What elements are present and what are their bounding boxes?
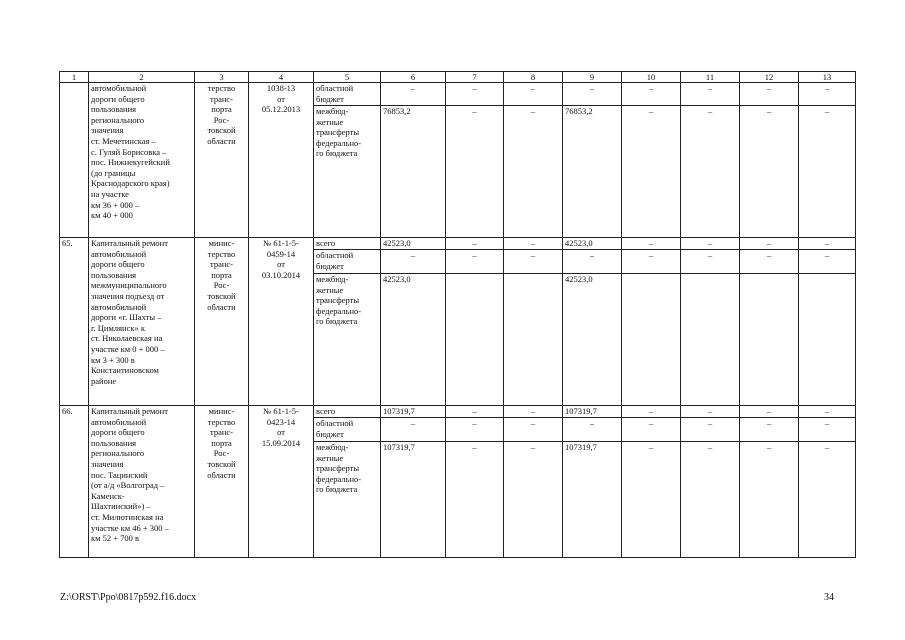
value-cell: – — [799, 250, 856, 274]
col-header: 2 — [89, 72, 195, 83]
value-cell: – — [622, 238, 681, 250]
funding-source-cell: всего — [314, 406, 381, 418]
object-name-cell: автомобильной дороги общего пользования регионального значения ст. Мечетинская – с. Гуляй Борисовка – пос. Нижнекугейский (до границы Краснодарского края) на участке км 36 + 000 – км 40 + 000 — [89, 83, 195, 238]
object-name-cell: Капитальный ремонт автомобильной дороги общего пользования межмуниципального значения подъезд от автомобильной дороги «г. Шахты – г. Цимлянск» к ст. Николаевская на участке км 0 + 000 – км 3 + 300 в Константиновском районе — [89, 238, 195, 406]
value-cell: – — [381, 250, 446, 274]
value-cell: – — [681, 106, 740, 238]
document-file-path: Z:\ORST\Ppo\0817p592.f16.docx — [60, 592, 197, 603]
value-cell: – — [740, 250, 799, 274]
value-cell: – — [681, 406, 740, 418]
value-cell: – — [622, 406, 681, 418]
column-number-row — [60, 72, 856, 83]
col-header: 6 — [381, 72, 446, 83]
table-row — [60, 83, 856, 106]
value-cell: – — [563, 83, 622, 106]
object-name-cell: Капитальный ремонт автомобильной дороги общего пользования регионального значения пос. Тацинский (от а/д «Волгоград – Каменск- Шахтинский») – ст. Милютинская на участке км 46 + 300 – км 52 + 700 в — [89, 406, 195, 558]
col-header: 3 — [195, 72, 249, 83]
value-cell: – — [740, 83, 799, 106]
value-cell: – — [504, 238, 563, 250]
value-cell: 76853,2 — [563, 106, 622, 238]
value-cell — [740, 274, 799, 406]
value-cell: – — [622, 83, 681, 106]
value-cell: – — [446, 106, 504, 238]
document-cell: 1038-13 от 05.12.2013 — [249, 83, 314, 238]
funding-source-cell: областной бюджет — [314, 418, 381, 442]
col-header: 8 — [504, 72, 563, 83]
value-cell: – — [740, 442, 799, 558]
value-cell: 42523,0 — [381, 274, 446, 406]
funding-source-cell: межбюд- жетные трансферты федерально- го бюджета — [314, 442, 381, 558]
main-document-table — [59, 71, 856, 558]
funding-source-cell: межбюд- жетные трансферты федерально- го бюджета — [314, 106, 381, 238]
value-cell: – — [740, 406, 799, 418]
value-cell: – — [504, 418, 563, 442]
funding-source-cell: межбюд- жетные трансферты федерально- го бюджета — [314, 274, 381, 406]
value-cell: 42523,0 — [563, 238, 622, 250]
value-cell: – — [446, 406, 504, 418]
value-cell: – — [799, 442, 856, 558]
funding-source-cell: областной бюджет — [314, 250, 381, 274]
value-cell: – — [563, 250, 622, 274]
value-cell: 107319,7 — [381, 442, 446, 558]
value-cell: 42523,0 — [381, 238, 446, 250]
value-cell: – — [740, 238, 799, 250]
table-row — [60, 406, 856, 418]
value-cell: – — [799, 106, 856, 238]
col-header: 5 — [314, 72, 381, 83]
col-header: 4 — [249, 72, 314, 83]
value-cell: 107319,7 — [563, 406, 622, 418]
page-number: 34 — [824, 592, 834, 603]
value-cell: – — [446, 442, 504, 558]
customer-cell: терство транс- порта Рос- товской области — [195, 83, 249, 238]
value-cell: 107319,7 — [381, 406, 446, 418]
funding-source-cell: всего — [314, 238, 381, 250]
value-cell: – — [622, 250, 681, 274]
value-cell: – — [504, 406, 563, 418]
entry-number-cell: 66. — [60, 406, 89, 558]
value-cell: – — [799, 83, 856, 106]
value-cell: – — [622, 418, 681, 442]
value-cell: – — [446, 250, 504, 274]
value-cell: – — [740, 418, 799, 442]
value-cell: – — [681, 83, 740, 106]
value-cell: 107319,7 — [563, 442, 622, 558]
value-cell: – — [799, 238, 856, 250]
funding-source-cell: областной бюджет — [314, 83, 381, 106]
value-cell: – — [681, 418, 740, 442]
entry-number-cell: 65. — [60, 238, 89, 406]
value-cell: – — [504, 83, 563, 106]
value-cell: 42523,0 — [563, 274, 622, 406]
value-cell: – — [446, 238, 504, 250]
value-cell: – — [504, 442, 563, 558]
value-cell — [799, 274, 856, 406]
value-cell — [622, 274, 681, 406]
col-header: 11 — [681, 72, 740, 83]
value-cell: – — [446, 83, 504, 106]
value-cell: – — [799, 406, 856, 418]
col-header: 13 — [799, 72, 856, 83]
col-header: 1 — [60, 72, 89, 83]
value-cell: 76853,2 — [381, 106, 446, 238]
value-cell: – — [446, 418, 504, 442]
col-header: 12 — [740, 72, 799, 83]
value-cell: – — [622, 106, 681, 238]
value-cell: – — [681, 442, 740, 558]
col-header: 9 — [563, 72, 622, 83]
value-cell: – — [504, 250, 563, 274]
entry-number-cell — [60, 83, 89, 238]
value-cell: – — [622, 442, 681, 558]
col-header: 10 — [622, 72, 681, 83]
value-cell: – — [504, 106, 563, 238]
value-cell: – — [563, 418, 622, 442]
value-cell: – — [799, 418, 856, 442]
customer-cell: минис- терство транс- порта Рос- товской области — [195, 238, 249, 406]
customer-cell: минис- терство транс- порта Рос- товской области — [195, 406, 249, 558]
document-cell: № 61-1-5- 0423-14 от 15.09.2014 — [249, 406, 314, 558]
value-cell — [681, 274, 740, 406]
document-cell: № 61-1-5- 0459-14 от 03.10.2014 — [249, 238, 314, 406]
value-cell: – — [381, 418, 446, 442]
value-cell: – — [381, 83, 446, 106]
value-cell: – — [740, 106, 799, 238]
value-cell — [446, 274, 504, 406]
value-cell: – — [681, 250, 740, 274]
col-header: 7 — [446, 72, 504, 83]
value-cell: – — [681, 238, 740, 250]
value-cell — [504, 274, 563, 406]
table-row — [60, 238, 856, 250]
